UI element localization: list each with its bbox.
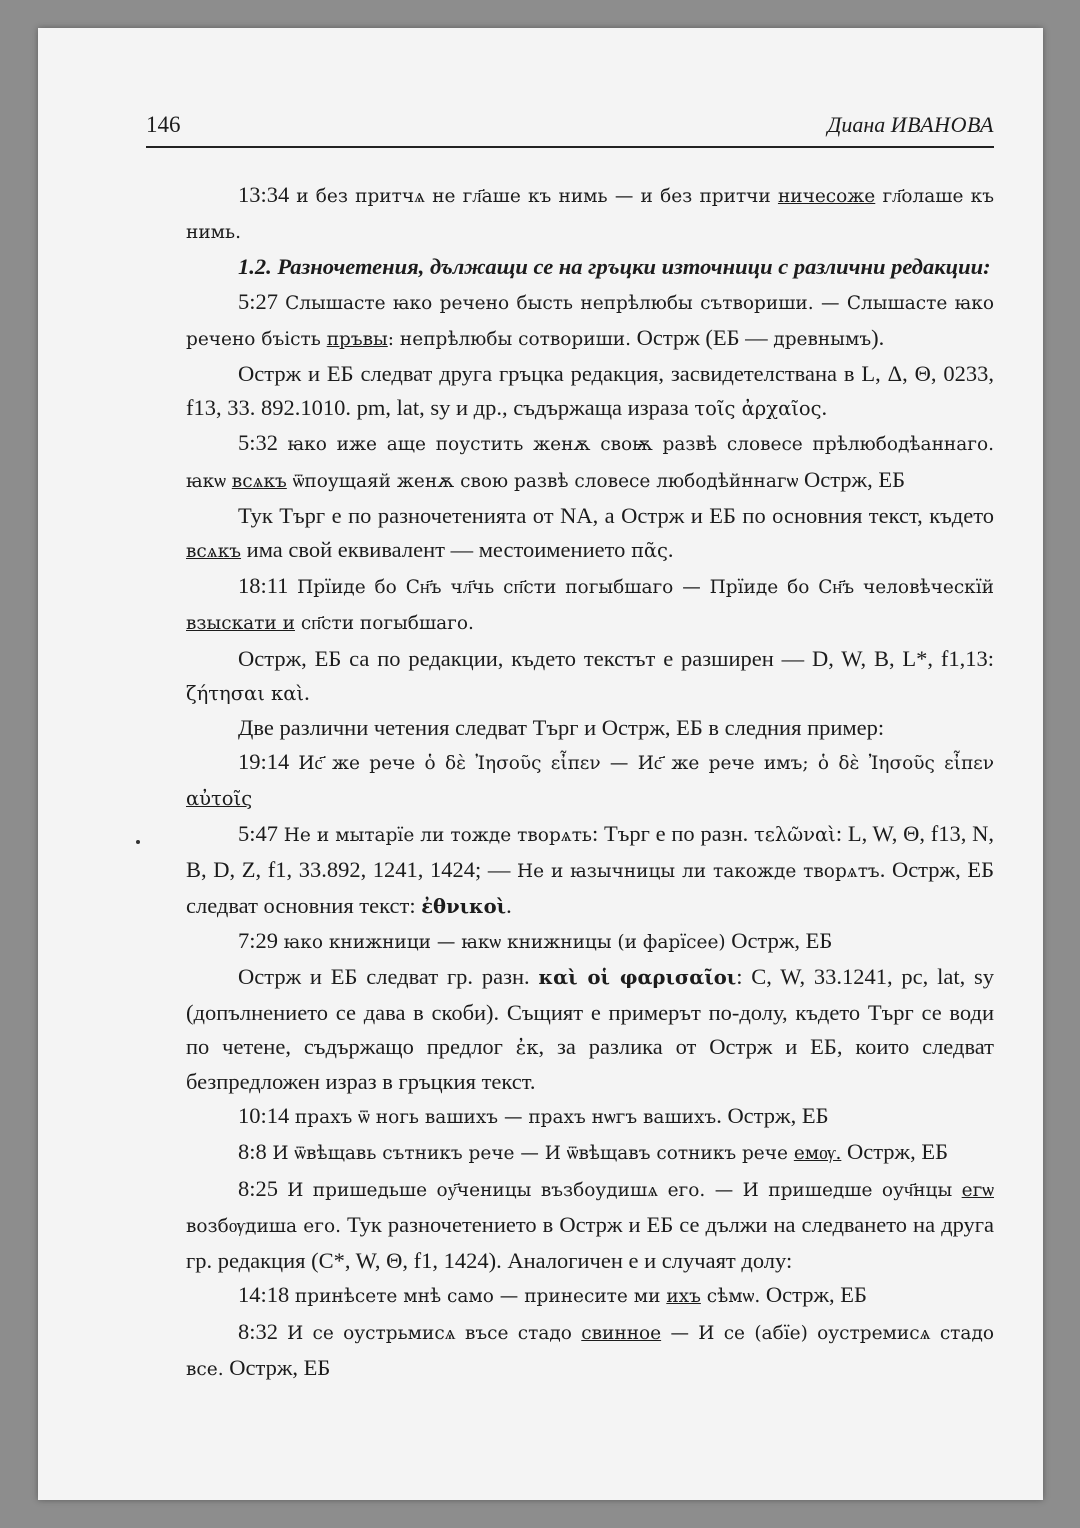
- page-header: [146, 106, 994, 148]
- slavonic-text: взыскати и: [186, 613, 295, 635]
- text-segment: 8:25: [238, 1175, 288, 1201]
- text-segment: Острж (ЕБ —: [631, 324, 774, 350]
- text-segment: има свой еквивалент — местоимението: [241, 537, 632, 563]
- text-segment: Острж и ЕБ следват гр. разн.: [238, 964, 539, 990]
- text-segment: 8:8: [238, 1139, 273, 1165]
- text-segment: Острж, ЕБ: [841, 1139, 949, 1165]
- paragraph: [186, 1172, 994, 1279]
- page-number: 146: [146, 112, 181, 137]
- text-segment: : C, W, 33.1241, pc, lat, sy (допълнението се дава в скоби). Същият е примерът по-долу, където Тъpг се води по четене, съдържащо предлог: [186, 964, 994, 1059]
- slavonic-text: пръвы: [326, 328, 388, 350]
- text-segment: 18:11: [238, 573, 298, 599]
- slavonic-text: Прїиде бо Сн҃ъ чл҃чь сп҃сти погыбшаго — Прїиде бо Сн҃ъ человѣческїй: [297, 577, 994, 599]
- paragraph: [186, 1278, 994, 1314]
- greek-text: τοῖς ἀρχαῖος: [694, 397, 822, 421]
- book-page: [38, 28, 1043, 1500]
- slavonic-text: И се оустрьмисѧ въсе стадо: [287, 1322, 582, 1344]
- text-segment: 5:32: [238, 430, 288, 456]
- slavonic-text: И пришедьше оу҃ченицы възбоудишѧ его. — И пришедше оуч҃нцы: [287, 1179, 962, 1201]
- running-head: [827, 112, 994, 138]
- text-segment: : Тъpг е по разн.: [592, 820, 754, 846]
- slavonic-text: сп҃сти погыбшаго.: [294, 613, 474, 635]
- slavonic-text: ꙗко иже аще поустить женѫ своѭ развѣ словесе прѣлюбодѣаннаго. ꙗкѡ: [186, 434, 994, 492]
- slavonic-text: егѡ: [961, 1179, 994, 1201]
- slavonic-text: ничесоже: [777, 186, 876, 207]
- text-segment: ).: [871, 324, 885, 350]
- greek-text: ζήτησαι καὶ: [186, 681, 305, 705]
- text-segment: .: [506, 893, 512, 919]
- greek-text: αὐτοῖς: [186, 787, 253, 811]
- slavonic-text: ихъ: [666, 1286, 701, 1308]
- slavonic-text: Не и ꙗзычницы ли такожде творѧтъ: [517, 860, 880, 882]
- paragraph: [186, 1135, 994, 1171]
- text-segment: 8:32: [238, 1318, 288, 1344]
- text-segment: Острж, ЕБ са по редакции, където текстът е разширен — D, W, B, L*, f1,13:: [238, 645, 994, 671]
- slavonic-text: всѧкъ: [231, 470, 287, 492]
- slavonic-text: гл҃олаше къ нимь.: [186, 186, 994, 244]
- paragraph: [186, 1099, 994, 1135]
- text-segment: 7:29: [238, 928, 284, 954]
- paragraph: [186, 357, 994, 426]
- paragraph: [186, 285, 994, 357]
- text-segment: 19:14: [238, 749, 299, 775]
- slavonic-text: ꙗко книжници — ꙗкѡ книжницы (и фарїсее): [283, 932, 726, 954]
- text-segment: Острж, ЕБ: [760, 1282, 867, 1308]
- text-segment: .: [667, 537, 674, 563]
- text-segment: Острж и ЕБ следват друга гръцка редакция, засвидетелствана в L, Δ, Θ, 0233, f13, 33. 892.1010. pm, lat, sy и др., съдържаща израза: [186, 361, 994, 421]
- paragraph: [186, 426, 994, 498]
- greek-text: καὶ οἱ φαρισαῖοι: [538, 966, 737, 990]
- slavonic-text: возбѹдиша его.: [186, 1215, 341, 1237]
- text-segment: Острж, ЕБ: [223, 1354, 331, 1380]
- slavonic-text: Не и мытарїе ли тожде творѧть: [283, 824, 593, 846]
- slavonic-text: сѣмѡ.: [700, 1286, 761, 1308]
- text-segment: 13:34: [238, 182, 297, 207]
- text-segment: .: [304, 679, 310, 705]
- greek-text: ἐθνικοὶ: [421, 895, 507, 919]
- slavonic-text: прахъ ѿ ногь вашихъ — прахъ нѡгъ вашихъ: [294, 1107, 717, 1129]
- paragraph: [186, 711, 994, 745]
- margin-mark: [136, 840, 140, 844]
- text-segment: : L, W, Θ, f13, N, B, D, Z, f1, 33.892, 1241, 1424; —: [186, 820, 995, 882]
- text-segment: Тук разночетението в Острж и ЕБ се дължи на следването на друга гр. редакция (C*, W, Θ, f1, 1424). Аналогичен е и случаят долу:: [186, 1211, 994, 1274]
- text-segment: , за разлика от Острж и ЕБ, които следват безпредложен израз в гръцкия текст.: [186, 1033, 995, 1095]
- slavonic-text: всѧкъ: [186, 541, 242, 563]
- paragraph: [186, 817, 994, 925]
- paragraph: [186, 642, 994, 711]
- text-segment: Две различни четения следват Тъpг и Острж, ЕБ в следния пример:: [238, 715, 885, 741]
- slavonic-text: принѣсете мнѣ само — принесите ми: [294, 1286, 667, 1308]
- text-segment: .: [821, 395, 828, 421]
- slavonic-text: Ис҃ же рече ὁ δὲ Ἰησοῦς εἶπεν — Ис҃ же рече имъ; ὁ δὲ Ἰησοῦς εἶπεν: [298, 753, 994, 775]
- text-segment: 1.2. Разночетения, дължащи се на гръцки източници с различни редакции:: [238, 254, 991, 280]
- slavonic-text: свинное: [581, 1322, 662, 1344]
- paragraph: [186, 499, 994, 569]
- author-first-name: Диана: [827, 112, 886, 137]
- text-segment: 5:47: [238, 820, 284, 846]
- paragraph: [186, 960, 994, 1099]
- slavonic-text: Слышасте ꙗко речено бысть непрѣлюбы сътвориши. — Слышасте ꙗко речено бъість: [186, 292, 994, 350]
- slavonic-text: и без притчѧ не гл҃аше къ нимь — и без притчи: [296, 186, 778, 207]
- text-segment: . Острж, ЕБ: [716, 1103, 829, 1129]
- paragraph: [186, 745, 994, 816]
- section-heading: [186, 250, 994, 284]
- greek-text: ἐκ: [515, 1035, 539, 1059]
- slavonic-text: : непрѣлюбы сотвориши.: [387, 328, 631, 350]
- paragraph: [186, 1315, 994, 1387]
- slavonic-text: И ѿвѣщавь сътникъ рече — И ѿвѣщавъ сотникъ рече: [272, 1143, 794, 1165]
- slavonic-text: ѿпоущаяй женѫ свою развѣ словесе любодѣйннагѡ: [286, 470, 799, 492]
- text-segment: . Острж, ЕБ следват основния текст:: [186, 856, 994, 919]
- text-segment: 5:27: [238, 288, 286, 314]
- author-last-name: ИВАНОВА: [890, 112, 994, 137]
- text-segment: Острж, ЕБ: [725, 928, 833, 954]
- slavonic-text: — И се (абїе) оустремисѧ стадо все.: [186, 1322, 994, 1380]
- greek-text: τελῶναὶ: [754, 822, 836, 846]
- text-segment: 14:18: [238, 1282, 295, 1308]
- text-segment: Острж, ЕБ: [798, 466, 906, 492]
- paragraph: [186, 178, 994, 250]
- greek-text: πᾶς: [631, 539, 668, 563]
- slavonic-text: емѹ.: [793, 1143, 842, 1165]
- text-segment: 10:14: [238, 1103, 295, 1129]
- paragraph: [186, 924, 994, 960]
- page-body: [186, 178, 994, 1387]
- slavonic-text: древнымъ: [773, 328, 872, 350]
- text-segment: Тук Тъpг е по разночетенията от NA, а Острж и ЕБ по основния текст, където: [238, 502, 994, 528]
- paragraph: [186, 569, 994, 641]
